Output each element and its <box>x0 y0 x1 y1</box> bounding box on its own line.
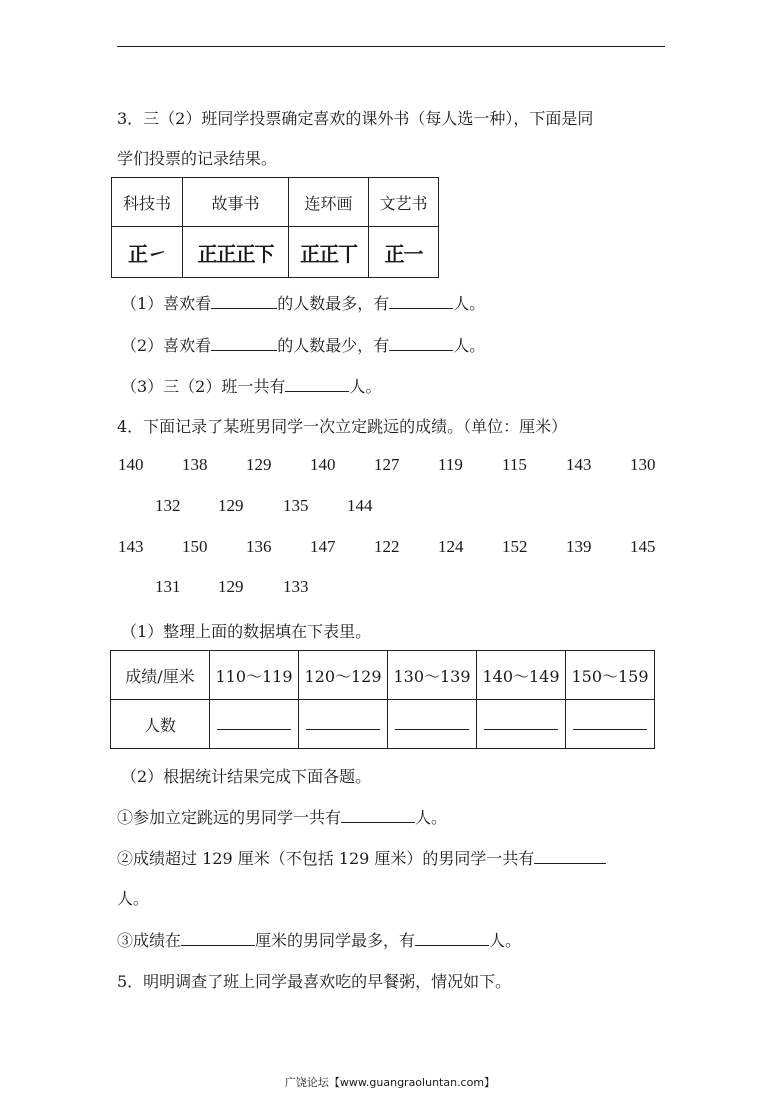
header-rule <box>117 46 665 47</box>
header-range-150: 150～159 <box>566 651 655 700</box>
data-value: 140 <box>310 455 336 474</box>
tally-science-books: 正㇀ <box>112 227 183 278</box>
header-range-120: 120～129 <box>299 651 388 700</box>
data-value: 129 <box>246 455 272 474</box>
count-cell[interactable] <box>566 700 655 749</box>
q4-sub2: （2）根据统计结果完成下面各题。 <box>121 767 372 786</box>
q4-c2: ②成绩超过 129 厘米（不包括 129 厘米）的男同学一共有 <box>117 846 606 869</box>
answer-blank[interactable] <box>341 822 415 823</box>
data-value: 135 <box>283 496 309 515</box>
answer-blank[interactable] <box>415 945 489 946</box>
answer-blank[interactable] <box>217 729 291 730</box>
answer-blank[interactable] <box>395 729 469 730</box>
q3-text-line1: 3．三（2）班同学投票确定喜欢的课外书（每人选一种），下面是同 <box>117 109 594 128</box>
answer-blank[interactable] <box>389 308 453 309</box>
data-value: 119 <box>438 455 463 474</box>
data-value: 122 <box>374 537 400 556</box>
answer-blank[interactable] <box>306 729 380 730</box>
data-value: 133 <box>283 577 309 596</box>
tally-comics: 正正丅 <box>289 227 369 278</box>
data-value: 132 <box>155 496 181 515</box>
q4-c3: ③成绩在 厘米的男同学最多，有 人。 <box>117 931 522 950</box>
data-value: 144 <box>347 496 373 515</box>
q5-intro: 5．明明调查了班上同学最喜欢吃的早餐粥，情况如下。 <box>117 972 512 991</box>
data-value: 152 <box>502 537 528 556</box>
q3-sub1: （1）喜欢看 的人数最多，有 人。 <box>121 294 486 313</box>
header-story-books: 故事书 <box>183 178 289 227</box>
header-comics: 连环画 <box>289 178 369 227</box>
data-value: 129 <box>218 496 244 515</box>
data-value: 145 <box>630 537 656 556</box>
data-value: 115 <box>502 455 527 474</box>
tally-literature: 正一 <box>369 227 439 278</box>
header-range-110: 110～119 <box>210 651 299 700</box>
answer-blank[interactable] <box>181 945 255 946</box>
data-value: 147 <box>310 537 336 556</box>
q3-sub3: （3）三（2）班一共有 人。 <box>121 377 382 396</box>
data-value: 131 <box>155 577 181 596</box>
answer-blank[interactable] <box>484 729 558 730</box>
count-cell[interactable] <box>388 700 477 749</box>
header-literature: 文艺书 <box>369 178 439 227</box>
header-score: 成绩/厘米 <box>111 651 210 700</box>
q4-c1: ①参加立定跳远的男同学一共有 人。 <box>117 808 448 827</box>
answer-blank[interactable] <box>211 350 277 351</box>
answer-blank[interactable] <box>534 863 606 864</box>
header-range-130: 130～139 <box>388 651 477 700</box>
data-value: 138 <box>182 455 208 474</box>
count-cell[interactable] <box>210 700 299 749</box>
answer-blank[interactable] <box>211 308 277 309</box>
score-frequency-table <box>110 650 655 749</box>
tally-story-books: 正正正下 <box>183 227 289 278</box>
q4-sub1: （1）整理上面的数据填在下表里。 <box>121 622 372 641</box>
q3-text-line2: 学们投票的记录结果。 <box>117 149 278 168</box>
vote-tally-table <box>111 177 439 278</box>
data-value: 140 <box>118 455 144 474</box>
data-value: 150 <box>182 537 208 556</box>
data-value: 127 <box>374 455 400 474</box>
q3-sub2: （2）喜欢看 的人数最少，有 人。 <box>121 336 486 355</box>
row-label-count: 人数 <box>111 700 210 749</box>
data-value: 130 <box>630 455 656 474</box>
page-footer: 广饶论坛【www.guangraoluntan.com】 <box>284 1076 496 1089</box>
answer-blank[interactable] <box>389 350 453 351</box>
header-range-140: 140～149 <box>477 651 566 700</box>
data-value: 139 <box>566 537 592 556</box>
data-value: 143 <box>118 537 144 556</box>
data-value: 143 <box>566 455 592 474</box>
answer-blank[interactable] <box>573 729 647 730</box>
answer-blank[interactable] <box>285 391 349 392</box>
data-value: 124 <box>438 537 464 556</box>
header-science-books: 科技书 <box>112 178 183 227</box>
count-cell[interactable] <box>299 700 388 749</box>
data-value: 129 <box>218 577 244 596</box>
count-cell[interactable] <box>477 700 566 749</box>
q4-c2-tail: 人。 <box>117 889 150 908</box>
data-value: 136 <box>246 537 272 556</box>
q4-intro: 4．下面记录了某班男同学一次立定跳远的成绩。（单位：厘米） <box>117 417 568 436</box>
